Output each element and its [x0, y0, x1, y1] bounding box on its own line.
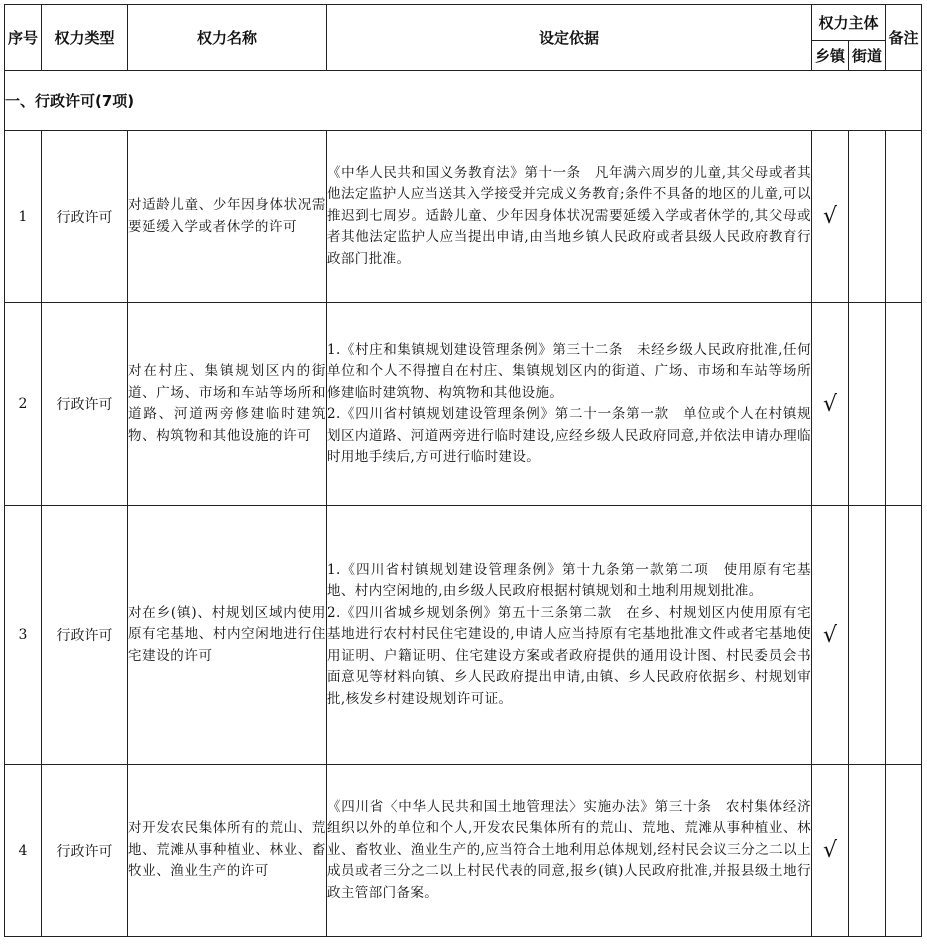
section-row — [5, 71, 922, 131]
header-row — [5, 5, 922, 41]
row-power-name: 对在村庄、集镇规划区内的街道、广场、市场和车站等场所和道路、河道两旁修建临时建筑物、构筑物和其他设施的许可 — [128, 303, 327, 506]
table-row — [5, 303, 922, 506]
basis-paragraph: 2.《四川省村镇规划建设管理条例》第二十一条第一款 单位或个人在村镇规划区内道路、河道两旁进行临时建设,应经乡级人民政府同意,并依法申请办理临时用地手续后,方可进行临时建设。 — [327, 406, 811, 465]
row-basis — [327, 765, 812, 937]
row-type: 行政许可 — [42, 131, 128, 303]
row-street-mark — [849, 765, 886, 937]
row-remark — [886, 765, 922, 937]
row-remark — [886, 303, 922, 506]
basis-paragraph: 《四川省〈中华人民共和国土地管理法〉实施办法》第三十条 农村集体经济组织以外的单位和个人,开发农民集体所有的荒山、荒地、荒滩从事种植业、林业、畜牧业、渔业生产的,应当符合土地利用总体规划,经村民会议三分之二以上成员或者三分之二以上村民代表的同意,报乡(镇)人民政府批准,并报县级土地行政主管部门备案。 — [327, 798, 811, 901]
row-township-mark: √ — [812, 303, 849, 506]
row-power-name: 对在乡(镇)、村规划区域内使用原有宅基地、村内空闲地进行住宅建设的许可 — [128, 506, 327, 765]
row-type: 行政许可 — [42, 303, 128, 506]
header-name: 权力名称 — [128, 5, 327, 71]
table-row — [5, 131, 922, 303]
row-township-mark: √ — [812, 506, 849, 765]
row-type: 行政许可 — [42, 765, 128, 937]
row-township-mark: √ — [812, 131, 849, 303]
row-seq: 1 — [5, 131, 42, 303]
row-type: 行政许可 — [42, 506, 128, 765]
header-remark: 备注 — [886, 5, 922, 71]
row-basis — [327, 131, 812, 303]
row-seq: 4 — [5, 765, 42, 937]
table-row — [5, 506, 922, 765]
header-seq: 序号 — [5, 5, 42, 71]
basis-paragraph: 《中华人民共和国义务教育法》第十一条 凡年满六周岁的儿童,其父母或者其他法定监护人应当送其入学接受并完成义务教育;条件不具备的地区的儿童,可以推迟到七周岁。适龄儿童、少年因身体状况需要延缓入学或者休学的,其父母或者其他法定监护人应当提出申请,由当地乡镇人民政府或者县级人民政府教育行政部门批准。 — [327, 164, 811, 267]
row-seq: 3 — [5, 506, 42, 765]
row-street-mark — [849, 303, 886, 506]
basis-paragraph: 2.《四川省城乡规划条例》第五十三条第二款 在乡、村规划区内使用原有宅基地进行农村村民住宅建设的,申请人应当持原有宅基地批准文件或者宅基地使用证明、户籍证明、住宅建设方案或者政府提供的通用设计图、村民委员会书面意见等材料向镇、乡人民政府提出申请,由镇、乡人民政府依据乡、村规划审批,核发乡村建设规划许可证。 — [327, 604, 811, 707]
row-township-mark: √ — [812, 765, 849, 937]
header-subject: 权力主体 — [812, 5, 886, 41]
header-basis: 设定依据 — [327, 5, 812, 71]
row-remark — [886, 506, 922, 765]
row-remark — [886, 131, 922, 303]
row-basis — [327, 303, 812, 506]
table-row — [5, 765, 922, 937]
row-power-name: 对适龄儿童、少年因身体状况需要延缓入学或者休学的许可 — [128, 131, 327, 303]
power-list-table — [4, 4, 922, 937]
basis-paragraph: 1.《四川省村镇规划建设管理条例》第十九条第一款第二项 使用原有宅基地、村内空闲地的,由乡级人民政府根据村镇规划和土地利用规划批准。 — [327, 561, 811, 600]
row-basis — [327, 506, 812, 765]
row-power-name: 对开发农民集体所有的荒山、荒地、荒滩从事种植业、林业、畜牧业、渔业生产的许可 — [128, 765, 327, 937]
basis-paragraph: 1.《村庄和集镇规划建设管理条例》第三十二条 未经乡级人民政府批准,任何单位和个人不得擅自在村庄、集镇规划区内的街道、广场、市场和车站等场所修建临时建筑物、构筑物和其他设施。 — [327, 341, 811, 401]
header-street: 街道 — [849, 41, 886, 71]
header-type: 权力类型 — [42, 5, 128, 71]
row-street-mark — [849, 131, 886, 303]
header-township: 乡镇 — [812, 41, 849, 71]
row-street-mark — [849, 506, 886, 765]
section-title: 一、行政许可(7项) — [5, 71, 922, 131]
row-seq: 2 — [5, 303, 42, 506]
